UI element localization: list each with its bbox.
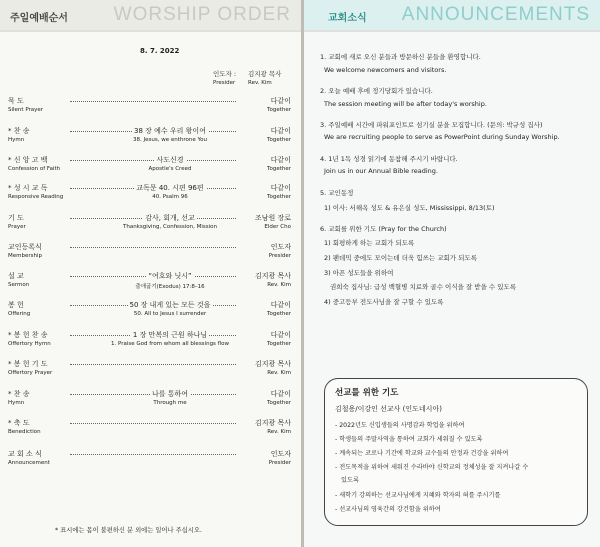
missions-prayer-item: 있도록 bbox=[341, 477, 359, 484]
item-leader-en: Together bbox=[267, 137, 291, 143]
item-detail-ko bbox=[70, 155, 270, 165]
worship-item bbox=[0, 330, 301, 352]
dotted-leader bbox=[70, 247, 236, 248]
item-title-ko: 찬 송 bbox=[13, 127, 30, 135]
standing-mark: * bbox=[8, 390, 14, 398]
item-title bbox=[8, 300, 70, 310]
announcement-line: 1. 교회에 새로 오신 분들과 방문하신 분들을 환영합니다. bbox=[320, 53, 481, 61]
announcement-line: 3. 주일예배 시간에 파워포인트로 섬기실 분을 모집합니다. (문의: 박규성 집사) bbox=[320, 121, 543, 129]
item-title-en: Confession of Faith bbox=[8, 166, 61, 172]
item-title-ko: 설 교 bbox=[8, 272, 24, 280]
announcement-line: 권희숙 집사님: 급성 백혈병 치료와 골수 이식을 잘 받을 수 있도록 bbox=[330, 283, 517, 291]
item-title-ko: 봉 헌 bbox=[8, 301, 24, 309]
item-detail-ko-text: 38 장 예수 우리 왕이여 bbox=[134, 127, 206, 135]
item-title-en: Silent Prayer bbox=[8, 107, 44, 113]
announcement-line: We are recruiting people to serve as PowerPoint during Sunday Worship. bbox=[324, 133, 560, 141]
item-detail-ko-text: 나를 통하여 bbox=[151, 390, 189, 398]
leader-name: 김지광 목사 bbox=[248, 70, 282, 78]
worship-item bbox=[0, 449, 301, 471]
item-detail-ko bbox=[70, 183, 270, 193]
item-leader-ko: 다같이 bbox=[270, 301, 291, 309]
missions-prayer-item: - 계속되는 코로나 기간에 학교와 교수들의 안정과 건강을 위하여 bbox=[335, 450, 509, 457]
announcement-line: 4. 1년 1독 성경 읽기에 동참해 주시기 바랍니다. bbox=[320, 155, 458, 163]
item-detail-ko-text: “여호와 닛시” bbox=[148, 272, 192, 280]
item-title-en: Prayer bbox=[8, 224, 26, 230]
missions-prayer-item: - 선교사님의 영육간의 강건함을 위하여 bbox=[335, 506, 441, 513]
item-title-en: Responsive Reading bbox=[8, 194, 64, 200]
item-title-ko: 교 회 소 식 bbox=[8, 450, 42, 458]
announcement-line: 6. 교회를 위한 기도 (Pray for the Church) bbox=[320, 225, 447, 233]
item-title bbox=[8, 155, 70, 165]
item-leader-ko: 다같이 bbox=[270, 331, 291, 339]
item-title-en: Offering bbox=[8, 311, 31, 317]
worship-item bbox=[0, 271, 301, 293]
item-detail-ko bbox=[70, 213, 270, 223]
item-title-en: Membership bbox=[8, 253, 42, 259]
missions-prayer-box bbox=[324, 378, 588, 526]
announcement-line: 5. 교인동정 bbox=[320, 189, 354, 197]
leader-label-en: Presider bbox=[213, 80, 236, 86]
worship-item bbox=[0, 96, 301, 118]
announcement-line: 3) 아픈 성도들을 위하여 bbox=[324, 269, 394, 277]
item-title bbox=[8, 126, 70, 136]
dotted-leader bbox=[70, 423, 236, 424]
worship-item bbox=[0, 300, 301, 322]
item-detail-en: 1. Praise God from whom all blessings flow bbox=[111, 341, 229, 347]
announcement-line: 4) 중고등부 전도사님을 잘 구할 수 있도록 bbox=[324, 298, 444, 306]
item-leader-ko: 김지광 목사 bbox=[254, 360, 291, 368]
announcement-line: 1) 회평하게 하는 교회가 되도록 bbox=[324, 239, 415, 247]
standing-note: * 표시에는 몸이 불편하신 분 외에는 일어나 주십시오. bbox=[55, 527, 202, 534]
item-leader-ko: 인도자 bbox=[270, 243, 291, 251]
item-title bbox=[8, 96, 70, 106]
item-detail-ko-text: 교독문 40. 시편 96편 bbox=[136, 184, 204, 192]
item-title bbox=[8, 389, 70, 399]
worship-header-en: WORSHIP ORDER bbox=[113, 4, 291, 25]
item-title-ko: 교인등록식 bbox=[8, 243, 42, 251]
item-title bbox=[8, 271, 70, 281]
dotted-leader bbox=[70, 101, 236, 102]
item-detail-ko-text: 감사, 회개, 선교 bbox=[145, 214, 195, 222]
item-detail-ko bbox=[70, 389, 270, 399]
item-leader-en: Rev. Kim bbox=[267, 429, 291, 435]
item-detail-en: 38. Jesus, we enthrone You bbox=[133, 137, 207, 143]
item-detail-ko-text: 50 장 내게 있는 모든 것을 bbox=[129, 301, 211, 309]
item-detail-ko bbox=[70, 271, 270, 281]
item-leader-en: Together bbox=[267, 107, 291, 113]
worship-item bbox=[0, 183, 301, 205]
missions-prayer-item: - 2022년도 신입생들의 사명감과 학업을 위하여 bbox=[335, 422, 465, 429]
worship-item bbox=[0, 359, 301, 381]
item-detail-ko bbox=[70, 126, 270, 136]
item-title-ko: 축 도 bbox=[13, 419, 30, 427]
item-detail-en: Apostle's Creed bbox=[148, 166, 192, 172]
worship-item bbox=[0, 418, 301, 440]
dotted-leader bbox=[70, 364, 236, 365]
item-title bbox=[8, 449, 70, 459]
worship-item bbox=[0, 242, 301, 264]
item-leader-ko: 조남원 장로 bbox=[254, 214, 291, 222]
announcement-line: We welcome newcomers and visitors. bbox=[324, 66, 447, 74]
item-title-en: Offertory Prayer bbox=[8, 370, 53, 376]
item-leader-en: Together bbox=[267, 400, 291, 406]
item-leader-ko: 다같이 bbox=[270, 127, 291, 135]
standing-mark: * bbox=[8, 156, 14, 164]
item-leader-en: Elder Cho bbox=[264, 224, 291, 230]
dotted-leader bbox=[70, 454, 236, 455]
item-leader-en: Together bbox=[267, 194, 291, 200]
item-detail-ko bbox=[70, 300, 270, 310]
leader-label: 인도자 : bbox=[213, 70, 237, 78]
item-title-ko: 봉 헌 기 도 bbox=[13, 360, 48, 368]
item-title bbox=[8, 213, 70, 223]
item-title-ko: 신 앙 고 백 bbox=[13, 156, 48, 164]
worship-header-ko: 주일예배순서 bbox=[10, 13, 68, 24]
missionary-name: 김철용/이강인 선교사 (인도네시아) bbox=[335, 405, 442, 413]
worship-header bbox=[0, 0, 301, 32]
item-title-en: Sermon bbox=[8, 282, 30, 288]
item-leader-ko: 김지광 목사 bbox=[254, 272, 291, 280]
item-leader-ko: 다같이 bbox=[270, 156, 291, 164]
item-title-en: Hymn bbox=[8, 137, 25, 143]
worship-item bbox=[0, 126, 301, 148]
worship-item bbox=[0, 213, 301, 235]
item-detail-en: 40. Psalm 96 bbox=[152, 194, 188, 200]
announcements-page bbox=[304, 0, 600, 547]
item-leader-ko: 다같이 bbox=[270, 390, 291, 398]
item-title-en: Benediction bbox=[8, 429, 41, 435]
item-title-ko: 기 도 bbox=[8, 214, 24, 222]
item-title bbox=[8, 183, 70, 193]
item-title-ko: 성 시 교 독 bbox=[13, 184, 48, 192]
item-leader-en: Together bbox=[267, 341, 291, 347]
standing-mark: * bbox=[8, 127, 14, 135]
leader-name-en: Rev. Kim bbox=[248, 80, 272, 86]
missions-title: 선교를 위한 기도 bbox=[335, 388, 399, 398]
item-leader-ko: 다같이 bbox=[270, 97, 291, 105]
item-detail-en: 출애굽기(Exodus) 17:8–16 bbox=[135, 284, 205, 290]
worship-item bbox=[0, 389, 301, 411]
item-leader-en: Presider bbox=[268, 253, 291, 259]
item-title bbox=[8, 330, 70, 340]
worship-item bbox=[0, 155, 301, 177]
item-leader-ko: 김지광 목사 bbox=[254, 419, 291, 427]
announcement-line: Join us in our Annual Bible reading. bbox=[324, 167, 438, 175]
announcement-line: 2) 팬데믹 중에도 모이는데 더욱 힘쓰는 교회가 되도록 bbox=[324, 254, 477, 262]
item-title-en: Offertory Hymn bbox=[8, 341, 51, 347]
announcements-header-ko: 교회소식 bbox=[328, 13, 367, 24]
worship-date: 8. 7. 2022 bbox=[140, 47, 180, 55]
item-title bbox=[8, 418, 70, 428]
item-title-ko: 찬 송 bbox=[13, 390, 30, 398]
missions-prayer-item: - 새학기 강의하는 선교사님에게 지혜와 학자의 혀를 주시기를 bbox=[335, 492, 501, 499]
announcement-line: 1) 이사: 서해옥 성도 & 유은실 성도, Mississippi, 8/13(토) bbox=[324, 204, 495, 212]
item-title-en: Announcement bbox=[8, 460, 50, 466]
item-leader-en: Presider bbox=[268, 460, 291, 466]
item-title-ko: 묵 도 bbox=[8, 97, 24, 105]
item-leader-en: Together bbox=[267, 166, 291, 172]
standing-mark: * bbox=[8, 419, 14, 427]
item-title bbox=[8, 359, 70, 369]
item-leader-ko: 인도자 bbox=[270, 450, 291, 458]
announcements-header bbox=[304, 0, 600, 32]
item-detail-ko-text: 사도신경 bbox=[156, 156, 184, 164]
item-detail-ko bbox=[70, 330, 270, 340]
item-detail-ko-text: 1 장 만복의 근원 하나님 bbox=[132, 331, 208, 339]
item-title-en: Hymn bbox=[8, 400, 25, 406]
missions-prayer-item: - 학생들의 주말사역을 통하여 교회가 세워질 수 있도록 bbox=[335, 436, 483, 443]
item-detail-en: Through me bbox=[153, 400, 187, 406]
standing-mark: * bbox=[8, 184, 14, 192]
item-title bbox=[8, 242, 70, 252]
announcements-header-en: ANNOUNCEMENTS bbox=[401, 4, 590, 25]
item-detail-en: 50. All to Jesus I surrender bbox=[133, 311, 207, 317]
standing-mark: * bbox=[8, 331, 14, 339]
missions-prayer-item: - 전도목적을 위하여 세워진 수라바야 신학교의 정체성을 잘 지켜나갈 수 bbox=[335, 464, 529, 471]
item-detail-en: Thanksgiving, Confession, Mission bbox=[122, 224, 218, 230]
item-title-ko: 봉 헌 찬 송 bbox=[13, 331, 48, 339]
item-leader-ko: 다같이 bbox=[270, 184, 291, 192]
item-leader-en: Together bbox=[267, 311, 291, 317]
announcement-line: The session meeting will be after today's worship. bbox=[324, 100, 487, 108]
item-leader-en: Rev. Kim bbox=[267, 282, 291, 288]
item-leader-en: Rev. Kim bbox=[267, 370, 291, 376]
announcement-line: 2. 오늘 예배 후에 정기당회가 있습니다. bbox=[320, 87, 433, 95]
standing-mark: * bbox=[8, 360, 14, 368]
